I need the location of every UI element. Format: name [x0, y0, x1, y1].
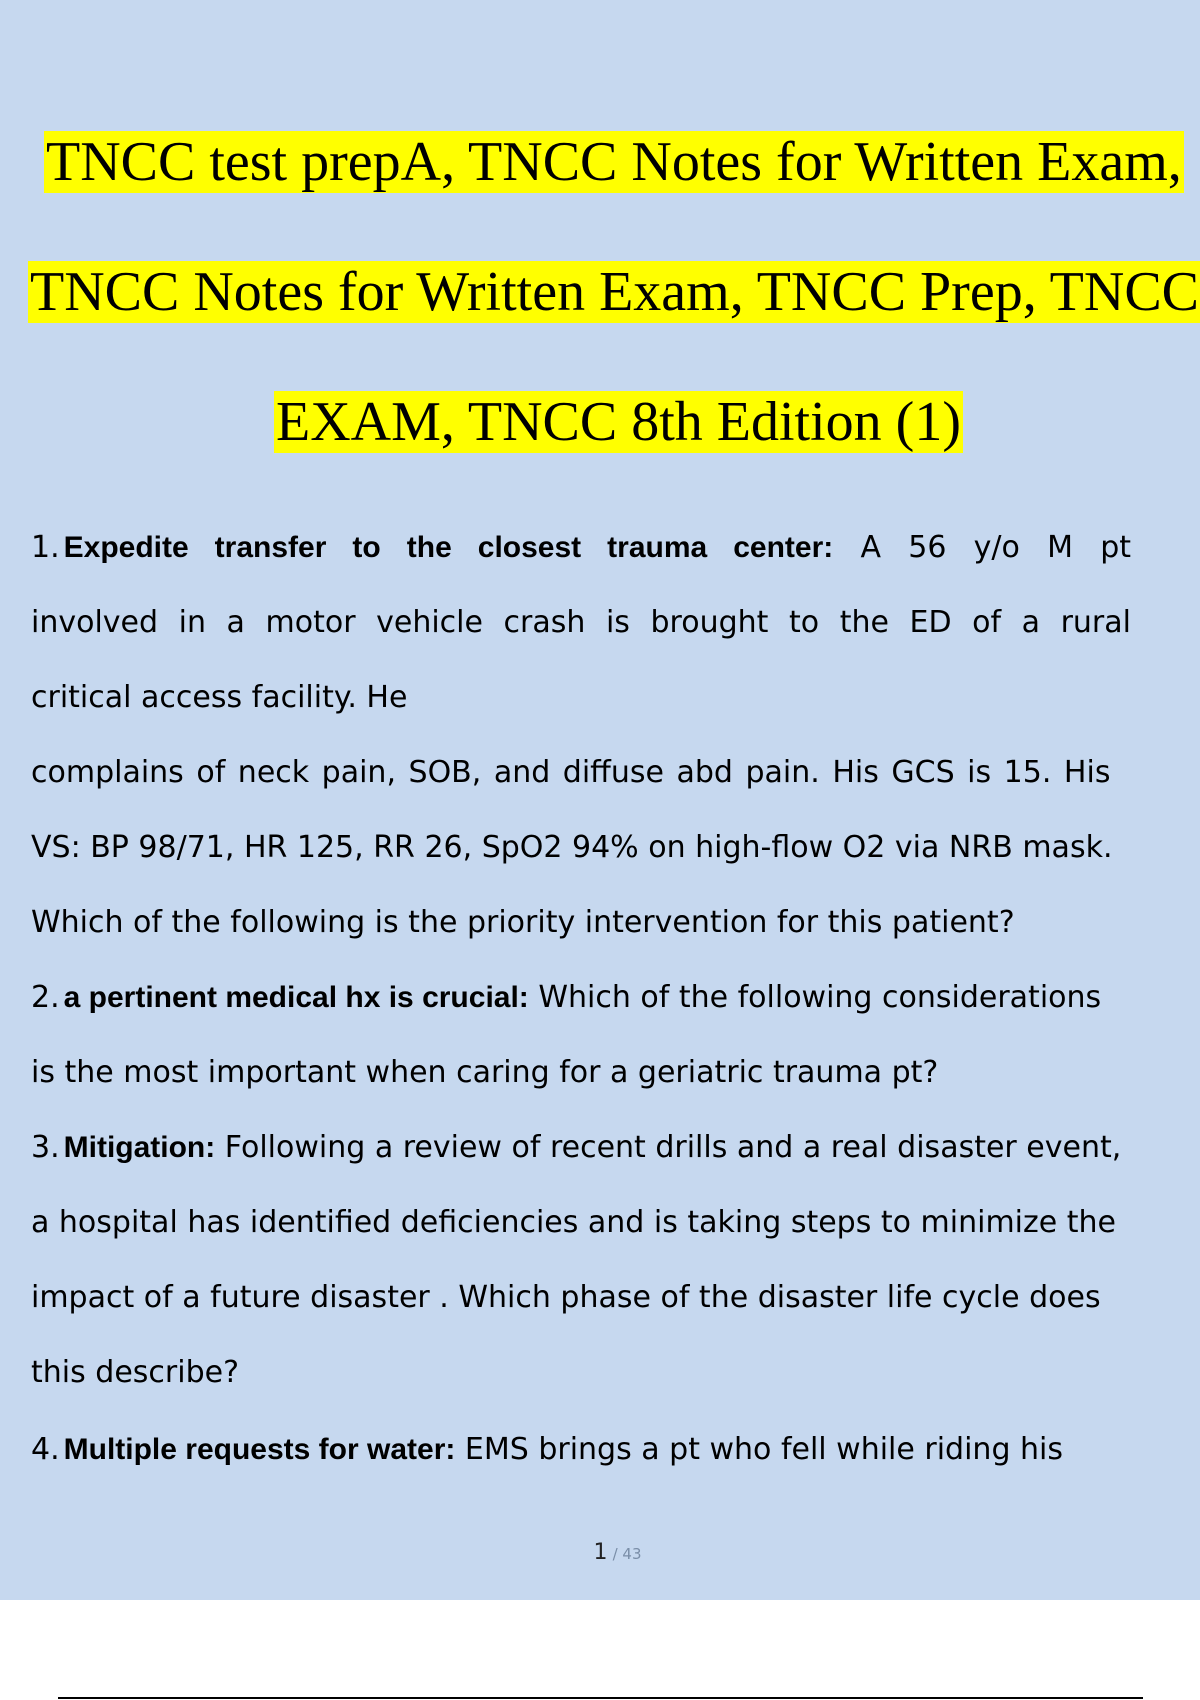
question-answer: Multiple requests for water:	[63, 1433, 456, 1466]
question-2-line-2: is the most important when caring for a geriatric trauma pt?	[31, 1055, 939, 1090]
question-1-line-1: 1. Expedite transfer to the closest trauma center: A 56 y/o M pt	[31, 530, 1131, 565]
question-4-line-1: 4. Multiple requests for water: EMS brings a pt who fell while riding his	[31, 1432, 1064, 1467]
question-answer: a pertinent medical hx is crucial:	[63, 981, 529, 1014]
page-indicator	[0, 1540, 1200, 1565]
question-3-line-2: a hospital has identified deficiencies and is taking steps to minimize the	[31, 1205, 1116, 1240]
page-total: / 43	[612, 1545, 642, 1563]
question-3-line-3: impact of a future disaster . Which phase of the disaster life cycle does	[31, 1280, 1101, 1315]
question-1-line-5: VS: BP 98/71, HR 125, RR 26, SpO2 94% on high-flow O2 via NRB mask.	[31, 830, 1113, 865]
question-1-line-2: involved in a motor vehicle crash is brought to the ED of a rural	[31, 605, 1131, 640]
question-2-line-1: 2. a pertinent medical hx is crucial: Which of the following considerations	[31, 980, 1102, 1015]
question-answer: Expedite transfer to the closest trauma center:	[63, 531, 834, 564]
question-answer: Mitigation:	[63, 1131, 216, 1164]
question-number: 2.	[31, 980, 60, 1015]
question-1-line-4: complains of neck pain, SOB, and diffuse abd pain. His GCS is 15. His	[31, 755, 1111, 790]
next-page-divider	[58, 1697, 1143, 1699]
question-number: 1.	[31, 530, 60, 565]
question-3-line-1: 3. Mitigation: Following a review of recent drills and a real disaster event,	[31, 1130, 1122, 1165]
page-current: 1	[593, 1540, 608, 1565]
question-1-line-6: Which of the following is the priority intervention for this patient?	[31, 905, 1015, 940]
question-number: 4.	[31, 1432, 60, 1467]
document-title-line-1: TNCC test prepA, TNCC Notes for Written Exam,	[46, 131, 1182, 193]
document-title-line-2: TNCC Notes for Written Exam, TNCC Prep, TNCC	[30, 261, 1200, 323]
question-number: 3.	[31, 1130, 60, 1165]
document-title-line-3: EXAM, TNCC 8th Edition (1)	[276, 391, 961, 453]
question-3-line-4: this describe?	[31, 1355, 239, 1390]
question-1-line-3: critical access facility. He	[31, 680, 408, 715]
